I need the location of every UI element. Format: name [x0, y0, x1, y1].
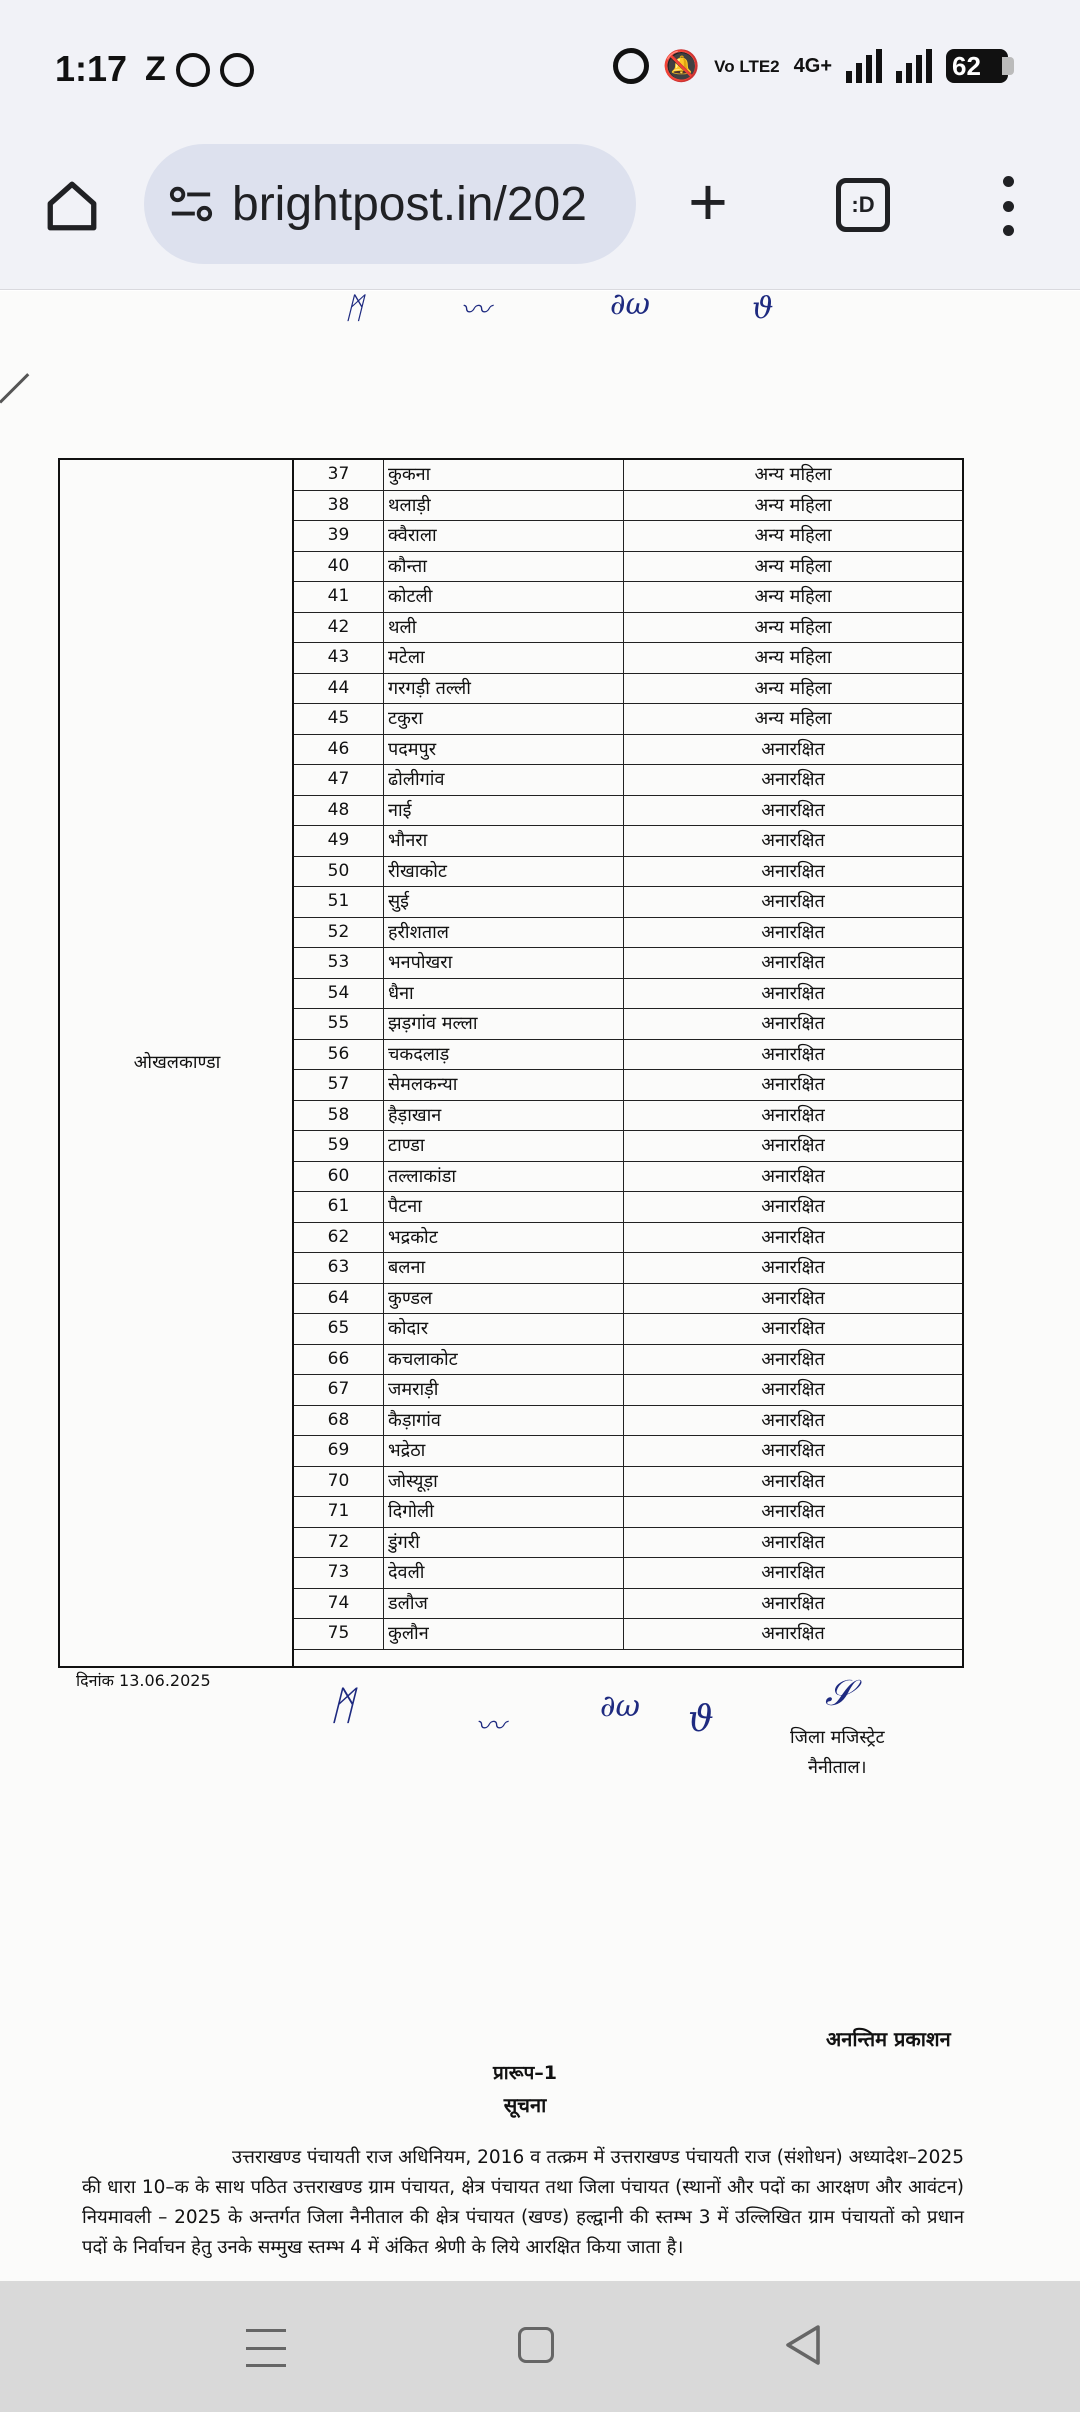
table-row — [294, 582, 962, 613]
gram-panchayat-name: जमराड़ी — [388, 1379, 439, 1400]
gram-panchayat-name: कचलाकोट — [388, 1348, 458, 1370]
url-text: brightpost.in/202 — [232, 177, 587, 231]
table-row — [294, 1162, 962, 1193]
block-name: ओखलकाण्डा — [133, 1052, 221, 1073]
table-row — [294, 1589, 962, 1620]
reservation-category: अन्य महिला — [623, 460, 962, 490]
reservation-category: अनारक्षित — [623, 1375, 962, 1405]
table-row — [294, 948, 962, 979]
gram-panchayat-name: कैड़ागांव — [388, 1409, 441, 1431]
table-row — [294, 552, 962, 583]
row-number: 60 — [294, 1162, 384, 1192]
row-number: 70 — [294, 1467, 384, 1497]
row-number: 49 — [294, 826, 384, 856]
messenger-icon — [220, 53, 254, 87]
table-row — [294, 1040, 962, 1071]
reservation-category: अन्य महिला — [623, 704, 962, 734]
gram-panchayat-name: पदमपुर — [388, 738, 437, 760]
table-row — [294, 1467, 962, 1498]
z-icon: Z — [145, 50, 166, 88]
table-row — [294, 918, 962, 949]
magistrate-place: नैनीताल। — [807, 1757, 867, 1778]
row-number: 39 — [294, 521, 384, 551]
gram-panchayat-name: क्वैराला — [388, 525, 437, 546]
whatsapp-icon — [176, 53, 210, 87]
gram-panchayat-name: कोदार — [388, 1318, 429, 1339]
table-row — [294, 643, 962, 674]
gram-panchayat-name: धैना — [388, 982, 414, 1004]
row-number: 48 — [294, 796, 384, 826]
gram-panchayat-name: चकदलाड़ — [388, 1043, 450, 1065]
reservation-category: अनारक्षित — [623, 796, 962, 826]
reservation-category: अनारक्षित — [623, 765, 962, 795]
gram-panchayat-name: सेमलकन्या — [388, 1074, 458, 1095]
gram-panchayat-name: कौन्ता — [388, 555, 427, 577]
home-icon — [43, 177, 101, 235]
new-tab-button[interactable]: + — [688, 164, 728, 240]
battery-icon: 62 — [946, 49, 1008, 83]
gram-panchayat-name: जोस्यूड़ा — [388, 1470, 438, 1492]
row-number: 54 — [294, 979, 384, 1009]
gram-panchayat-name: टकुरा — [388, 708, 423, 729]
row-number: 72 — [294, 1528, 384, 1558]
reservation-category: अन्य महिला — [623, 643, 962, 673]
table-row — [294, 674, 962, 705]
reservation-category: अनारक्षित — [623, 1009, 962, 1039]
row-number: 45 — [294, 704, 384, 734]
notification-icons — [145, 50, 254, 89]
table-row — [294, 1436, 962, 1467]
browser-toolbar — [0, 140, 1080, 290]
back-button[interactable] — [782, 2323, 822, 2367]
reservation-category: अन्य महिला — [623, 491, 962, 521]
gram-panchayat-name: सुई — [388, 891, 410, 912]
signature-2: 〰 — [475, 1709, 505, 1744]
gram-panchayat-name: कुकना — [388, 464, 431, 485]
reservation-category: अनारक्षित — [623, 1101, 962, 1131]
table-row — [294, 826, 962, 857]
table-row — [294, 1192, 962, 1223]
row-number: 57 — [294, 1070, 384, 1100]
row-number: 71 — [294, 1497, 384, 1527]
magistrate-title: जिला मजिस्ट्रेट — [790, 1727, 885, 1748]
reservation-category: अनारक्षित — [623, 857, 962, 887]
row-number: 43 — [294, 643, 384, 673]
status-time: 1:17 — [55, 48, 128, 89]
reservation-category: अनारक्षित — [623, 1253, 962, 1283]
gram-panchayat-name: दिगोली — [388, 1501, 434, 1522]
reservation-category: अनारक्षित — [623, 1558, 962, 1588]
gram-panchayat-name: कुण्डल — [388, 1287, 433, 1309]
reservation-category: अनारक्षित — [623, 1192, 962, 1222]
reservation-category: अन्य महिला — [623, 613, 962, 643]
signature-2-top: 〰 — [460, 293, 490, 328]
table-row — [294, 704, 962, 735]
gram-panchayat-name: देवली — [388, 1562, 425, 1583]
table-row — [294, 857, 962, 888]
row-number: 38 — [294, 491, 384, 521]
reservation-category: अन्य महिला — [623, 582, 962, 612]
reservation-category: अनारक्षित — [623, 1345, 962, 1375]
table-row — [294, 1406, 962, 1437]
notice-title: सूचना — [503, 2093, 547, 2117]
reservation-category: अनारक्षित — [623, 1162, 962, 1192]
preliminary-label: अनन्तिम प्रकाशन — [826, 2027, 951, 2051]
row-number: 66 — [294, 1345, 384, 1375]
reservation-category: अनारक्षित — [623, 979, 962, 1009]
reservation-category: अन्य महिला — [623, 552, 962, 582]
row-number: 68 — [294, 1406, 384, 1436]
row-number: 65 — [294, 1314, 384, 1344]
gram-panchayat-name: हरीशताल — [388, 921, 449, 943]
table-row — [294, 1101, 962, 1132]
bell-muted-icon: 🔕 — [662, 48, 701, 84]
table-row — [294, 491, 962, 522]
table-row — [294, 765, 962, 796]
row-number: 59 — [294, 1131, 384, 1161]
signature-3: ∂ω — [600, 1689, 640, 1724]
reservation-category: अनारक्षित — [623, 1467, 962, 1497]
reservation-category: अन्य महिला — [623, 521, 962, 551]
home-button[interactable] — [40, 174, 104, 238]
table-row — [294, 1284, 962, 1315]
reservation-category: अनारक्षित — [623, 1284, 962, 1314]
status-bar — [0, 0, 1080, 140]
notice-body: उत्तराखण्ड पंचायती राज अधिनियम, 2016 व तत्क्रम में उत्तराखण्ड पंचायती राज (संशोधन) अध्यादेश–2025 की धारा 10–क के साथ पठित उत्तराखण्ड ग्राम पंचायत, क्षेत्र पंचायत तथा जिला पंचायत (स्थानों और पदों का आरक्षण और आवंटन) नियमावली – 2025 के अन्तर्गत जिला नैनीताल की क्षेत्र पंचायत (खण्ड) हल्द्वानी की स्तम्भ 3 में उल्लिखित ग्राम पंचायतों को प्रधान पदों के निर्वाचन हेतु उनके सम्मुख स्तम्भ 4 में अंकित श्रेणी के लिये आरक्षित किया जाता है। — [82, 2147, 964, 2258]
table-row — [294, 1314, 962, 1345]
table-row — [294, 1223, 962, 1254]
table-row — [294, 460, 962, 491]
gram-panchayat-name: नाई — [388, 799, 412, 821]
table-row — [294, 1528, 962, 1559]
reservation-category: अनारक्षित — [623, 1619, 962, 1649]
row-number: 40 — [294, 552, 384, 582]
table-row — [294, 521, 962, 552]
row-number: 41 — [294, 582, 384, 612]
gram-panchayat-name: भद्रेठा — [388, 1440, 426, 1461]
row-number: 52 — [294, 918, 384, 948]
gram-panchayat-name: ढोलीगांव — [388, 769, 445, 790]
gram-panchayat-name: टाण्डा — [388, 1135, 425, 1156]
home-nav-button[interactable] — [518, 2327, 554, 2363]
row-number: 37 — [294, 460, 384, 490]
magistrate-signature: 𝒮 — [825, 1673, 853, 1714]
signature-1-top: ᛗ — [345, 291, 363, 326]
table-row — [294, 1009, 962, 1040]
reservation-category: अनारक्षित — [623, 1070, 962, 1100]
row-number: 42 — [294, 613, 384, 643]
gram-panchayat-name: गरगड़ी तल्ली — [388, 677, 471, 699]
reservation-category: अनारक्षित — [623, 1223, 962, 1253]
row-number: 50 — [294, 857, 384, 887]
reservation-category: अन्य महिला — [623, 674, 962, 704]
address-bar[interactable] — [144, 144, 636, 264]
network-type: 4G+ — [793, 54, 832, 77]
menu-dot-icon — [1003, 225, 1014, 236]
gram-panchayat-name: झड़गांव मल्ला — [388, 1013, 478, 1034]
row-number: 47 — [294, 765, 384, 795]
menu-dot-icon — [1003, 176, 1014, 187]
table-row — [294, 1070, 962, 1101]
table-row — [294, 613, 962, 644]
row-number: 67 — [294, 1375, 384, 1405]
gram-panchayat-name: मटेला — [388, 647, 425, 668]
table-row — [294, 1375, 962, 1406]
reservation-category: अनारक्षित — [623, 948, 962, 978]
row-number: 69 — [294, 1436, 384, 1466]
gram-panchayat-name: बलना — [388, 1257, 426, 1278]
reservation-category: अनारक्षित — [623, 1040, 962, 1070]
site-settings-icon[interactable] — [168, 180, 216, 228]
reservation-category: अनारक्षित — [623, 1589, 962, 1619]
reservation-category: अनारक्षित — [623, 1314, 962, 1344]
gram-panchayat-name: भौनरा — [388, 830, 428, 851]
row-number: 62 — [294, 1223, 384, 1253]
form-title: प्रारूप–1 — [492, 2062, 557, 2084]
gram-panchayat-name: कुलौन — [388, 1623, 429, 1644]
signature-4-top: ϑ — [752, 291, 774, 326]
signal-icon-2 — [896, 49, 932, 83]
gram-panchayat-name: थली — [388, 616, 417, 638]
table-row — [294, 796, 962, 827]
row-number: 44 — [294, 674, 384, 704]
row-number: 53 — [294, 948, 384, 978]
signature-1: ᛗ — [330, 1683, 354, 1729]
block-column — [60, 460, 294, 1666]
scan-edge-mark — [0, 373, 29, 403]
reservation-table — [58, 458, 964, 1668]
system-icons — [613, 48, 1008, 84]
gram-panchayat-name: कोटली — [388, 586, 433, 607]
reservation-category: अनारक्षित — [623, 887, 962, 917]
row-number: 63 — [294, 1253, 384, 1283]
table-row — [294, 887, 962, 918]
alarm-icon — [613, 48, 649, 84]
gram-panchayat-name: थलाड़ी — [388, 494, 431, 516]
tab-switcher-button[interactable]: :D — [836, 178, 890, 232]
table-row — [294, 1619, 962, 1650]
gram-panchayat-name: भनपोखरा — [388, 952, 453, 973]
document-viewer[interactable] — [0, 291, 1080, 2281]
magistrate-block — [790, 1723, 885, 1783]
signature-3-top: ∂ω — [610, 291, 650, 322]
row-number: 61 — [294, 1192, 384, 1222]
navigation-bar — [0, 2281, 1080, 2412]
row-number: 73 — [294, 1558, 384, 1588]
gram-panchayat-name: डलौज — [388, 1592, 428, 1614]
reservation-category: अनारक्षित — [623, 918, 962, 948]
volte-indicator: Vo LTE2 — [714, 56, 780, 76]
row-number: 46 — [294, 735, 384, 765]
reservation-category: अनारक्षित — [623, 1528, 962, 1558]
more-menu-button[interactable] — [988, 176, 1028, 236]
row-number: 51 — [294, 887, 384, 917]
table-row — [294, 1345, 962, 1376]
row-number: 75 — [294, 1619, 384, 1649]
reservation-category: अनारक्षित — [623, 1406, 962, 1436]
gram-panchayat-name: डुंगरी — [388, 1531, 420, 1553]
row-number: 56 — [294, 1040, 384, 1070]
gram-panchayat-name: भद्रकोट — [388, 1226, 438, 1248]
row-number: 74 — [294, 1589, 384, 1619]
gram-panchayat-name: रीखाकोट — [388, 860, 447, 882]
recents-button[interactable] — [246, 2329, 286, 2367]
table-row — [294, 1558, 962, 1589]
table-row — [294, 1131, 962, 1162]
table-row — [294, 1497, 962, 1528]
reservation-category: अनारक्षित — [623, 735, 962, 765]
table-row — [294, 735, 962, 766]
reservation-category: अनारक्षित — [623, 826, 962, 856]
gram-panchayat-name: पैटना — [388, 1196, 422, 1217]
table-row — [294, 1253, 962, 1284]
reservation-category: अनारक्षित — [623, 1131, 962, 1161]
gram-panchayat-name: तल्लाकांडा — [388, 1165, 457, 1187]
table-row — [294, 979, 962, 1010]
signature-4: ϑ — [688, 1699, 714, 1740]
date-line: दिनांक 13.06.2025 — [76, 1671, 211, 1690]
row-number: 58 — [294, 1101, 384, 1131]
reservation-category: अनारक्षित — [623, 1497, 962, 1527]
reservation-category: अनारक्षित — [623, 1436, 962, 1466]
menu-dot-icon — [1003, 201, 1014, 212]
row-number: 55 — [294, 1009, 384, 1039]
row-number: 64 — [294, 1284, 384, 1314]
signal-icon — [846, 49, 882, 83]
gram-panchayat-name: हैड़ाखान — [388, 1104, 442, 1126]
